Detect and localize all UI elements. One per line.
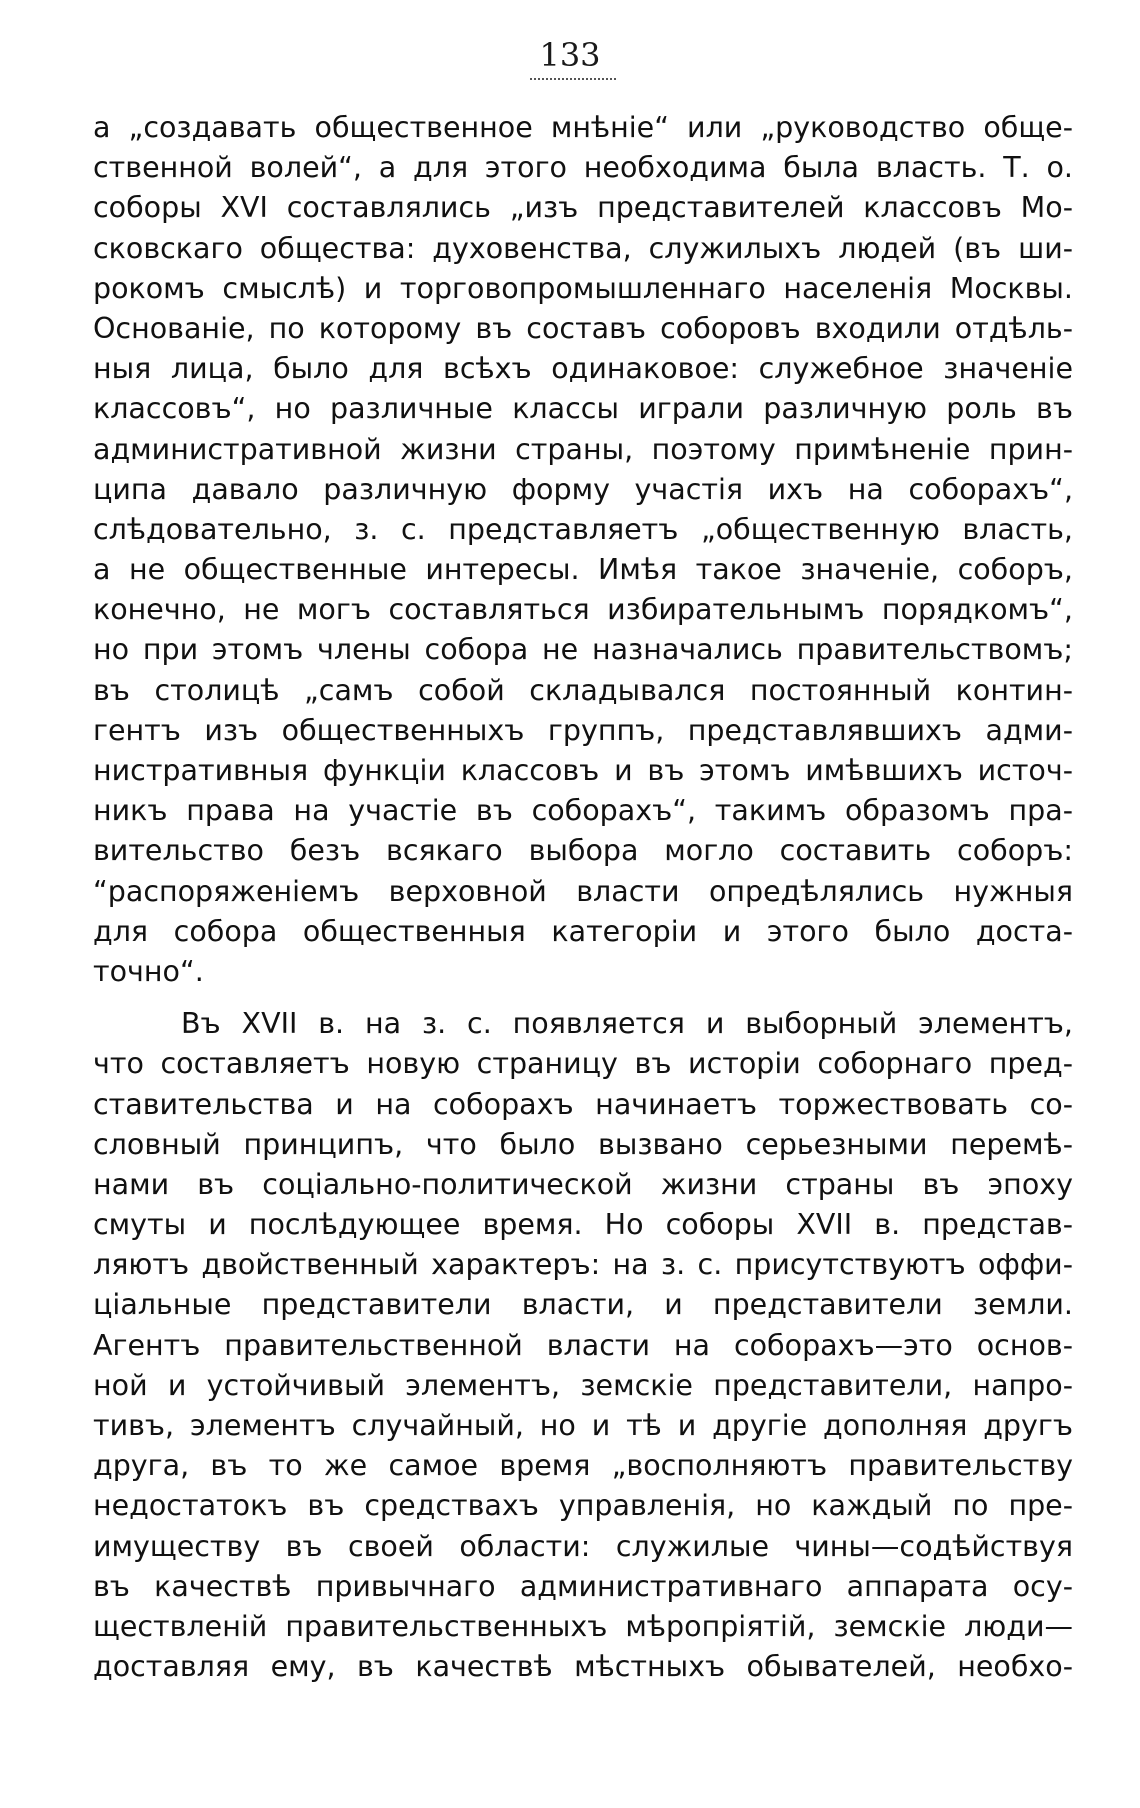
text-line: имуществу въ своей области: служилые чины—содѣйствуя [93, 1529, 1073, 1563]
text-line: рокомъ смыслѣ) и торговопромышленнаго населенія Москвы. [93, 271, 1073, 305]
text-line: ныя лица, было для всѣхъ одинаковое: служебное значеніе [93, 352, 1073, 386]
text-line: вительство безъ всякаго выбора могло составить соборъ: [93, 834, 1073, 868]
text-line: ществленій правительственныхъ мѣропріятій, земскіе люди— [93, 1609, 1073, 1643]
text-line: ной и устойчивый элементъ, земскіе представители, напро- [93, 1368, 1073, 1402]
text-line: ціальные представители власти, и представители земли. [93, 1288, 1073, 1322]
text-line: слѣдовательно, з. с. представляетъ „общественную власть, [93, 512, 1073, 546]
text-line: въ качествѣ привычнаго административнаго аппарата осу- [93, 1569, 1073, 1603]
text-line: Агентъ правительственной власти на соборахъ—это основ- [93, 1328, 1073, 1362]
page-number: 133 [539, 36, 601, 74]
text-line: нами въ соціально-политической жизни страны въ эпоху [93, 1167, 1073, 1201]
text-line: доставляя ему, въ качествѣ мѣстныхъ обывателей, необхо- [93, 1650, 1073, 1684]
text-line: ляютъ двойственный характеръ: на з. с. присутствуютъ оффи- [93, 1248, 1073, 1282]
paragraph [93, 1004, 1073, 1687]
text-line: недостатокъ въ средствахъ управленія, но каждый по пре- [93, 1489, 1073, 1523]
page-number-rule [530, 78, 616, 80]
text-line: административной жизни страны, поэтому примѣненіе прин- [93, 432, 1073, 466]
text-line: Основаніе, по которому въ составъ соборовъ входили отдѣль- [93, 311, 1073, 345]
text-line: тивъ, элементъ случайный, но и тѣ и другіе дополняя другъ [93, 1409, 1073, 1442]
text-line: ципа давало различную форму участія ихъ на соборахъ“, [93, 472, 1073, 506]
paragraph-gap [93, 992, 1073, 1004]
text-line: въ столицѣ „самъ собой складывался постоянный контин- [93, 673, 1073, 707]
text-line: ставительства и на соборахъ начинаетъ торжествовать со- [93, 1087, 1073, 1121]
text-line: смуты и послѣдующее время. Но соборы XVII в. представ- [93, 1208, 1073, 1242]
text-line: конечно, не могъ составляться избирательнымъ порядкомъ“, [93, 593, 1073, 627]
text-line: соборы XVI составлялись „изъ представителей классовъ Мо- [93, 191, 1073, 225]
text-line: ственной волей“, а для этого необходима была власть. Т. о. [93, 151, 1073, 185]
text-line: для собора общественныя категоріи и этого было доста- [93, 914, 1073, 948]
page-text [93, 108, 1073, 1687]
text-line: гентъ изъ общественныхъ группъ, представлявшихъ адми- [93, 713, 1073, 747]
text-line: а не общественные интересы. Имѣя такое значеніе, соборъ, [93, 553, 1073, 587]
text-line: никъ права на участіе въ соборахъ“, такимъ образомъ пра- [93, 794, 1073, 828]
text-line: сковскаго общества: духовенства, служилыхъ людей (въ ши- [93, 231, 1073, 265]
paragraph [93, 108, 1073, 992]
text-line: словный принципъ, что было вызвано серьезными перемѣ- [93, 1127, 1073, 1161]
text-line: что составляетъ новую страницу въ исторіи соборнаго пред- [93, 1047, 1073, 1081]
text-line: Въ XVII в. на з. с. появляется и выборный элементъ, [181, 1007, 1073, 1041]
text-line: классовъ“, но различные классы играли различную роль въ [93, 392, 1073, 426]
text-line: “распоряженіемъ верховной власти опредѣлялись нужныя [93, 874, 1073, 908]
text-line: друга, въ то же самое время „восполняютъ правительству [93, 1449, 1073, 1483]
text-line: а „создавать общественное мнѣніе“ или „руководство обще- [93, 111, 1073, 144]
text-line: но при этомъ члены собора не назначались правительствомъ; [93, 633, 1073, 667]
text-line: нистративныя функціи классовъ и въ этомъ имѣвшихъ источ- [93, 754, 1073, 787]
text-line: точно“. [93, 954, 204, 988]
